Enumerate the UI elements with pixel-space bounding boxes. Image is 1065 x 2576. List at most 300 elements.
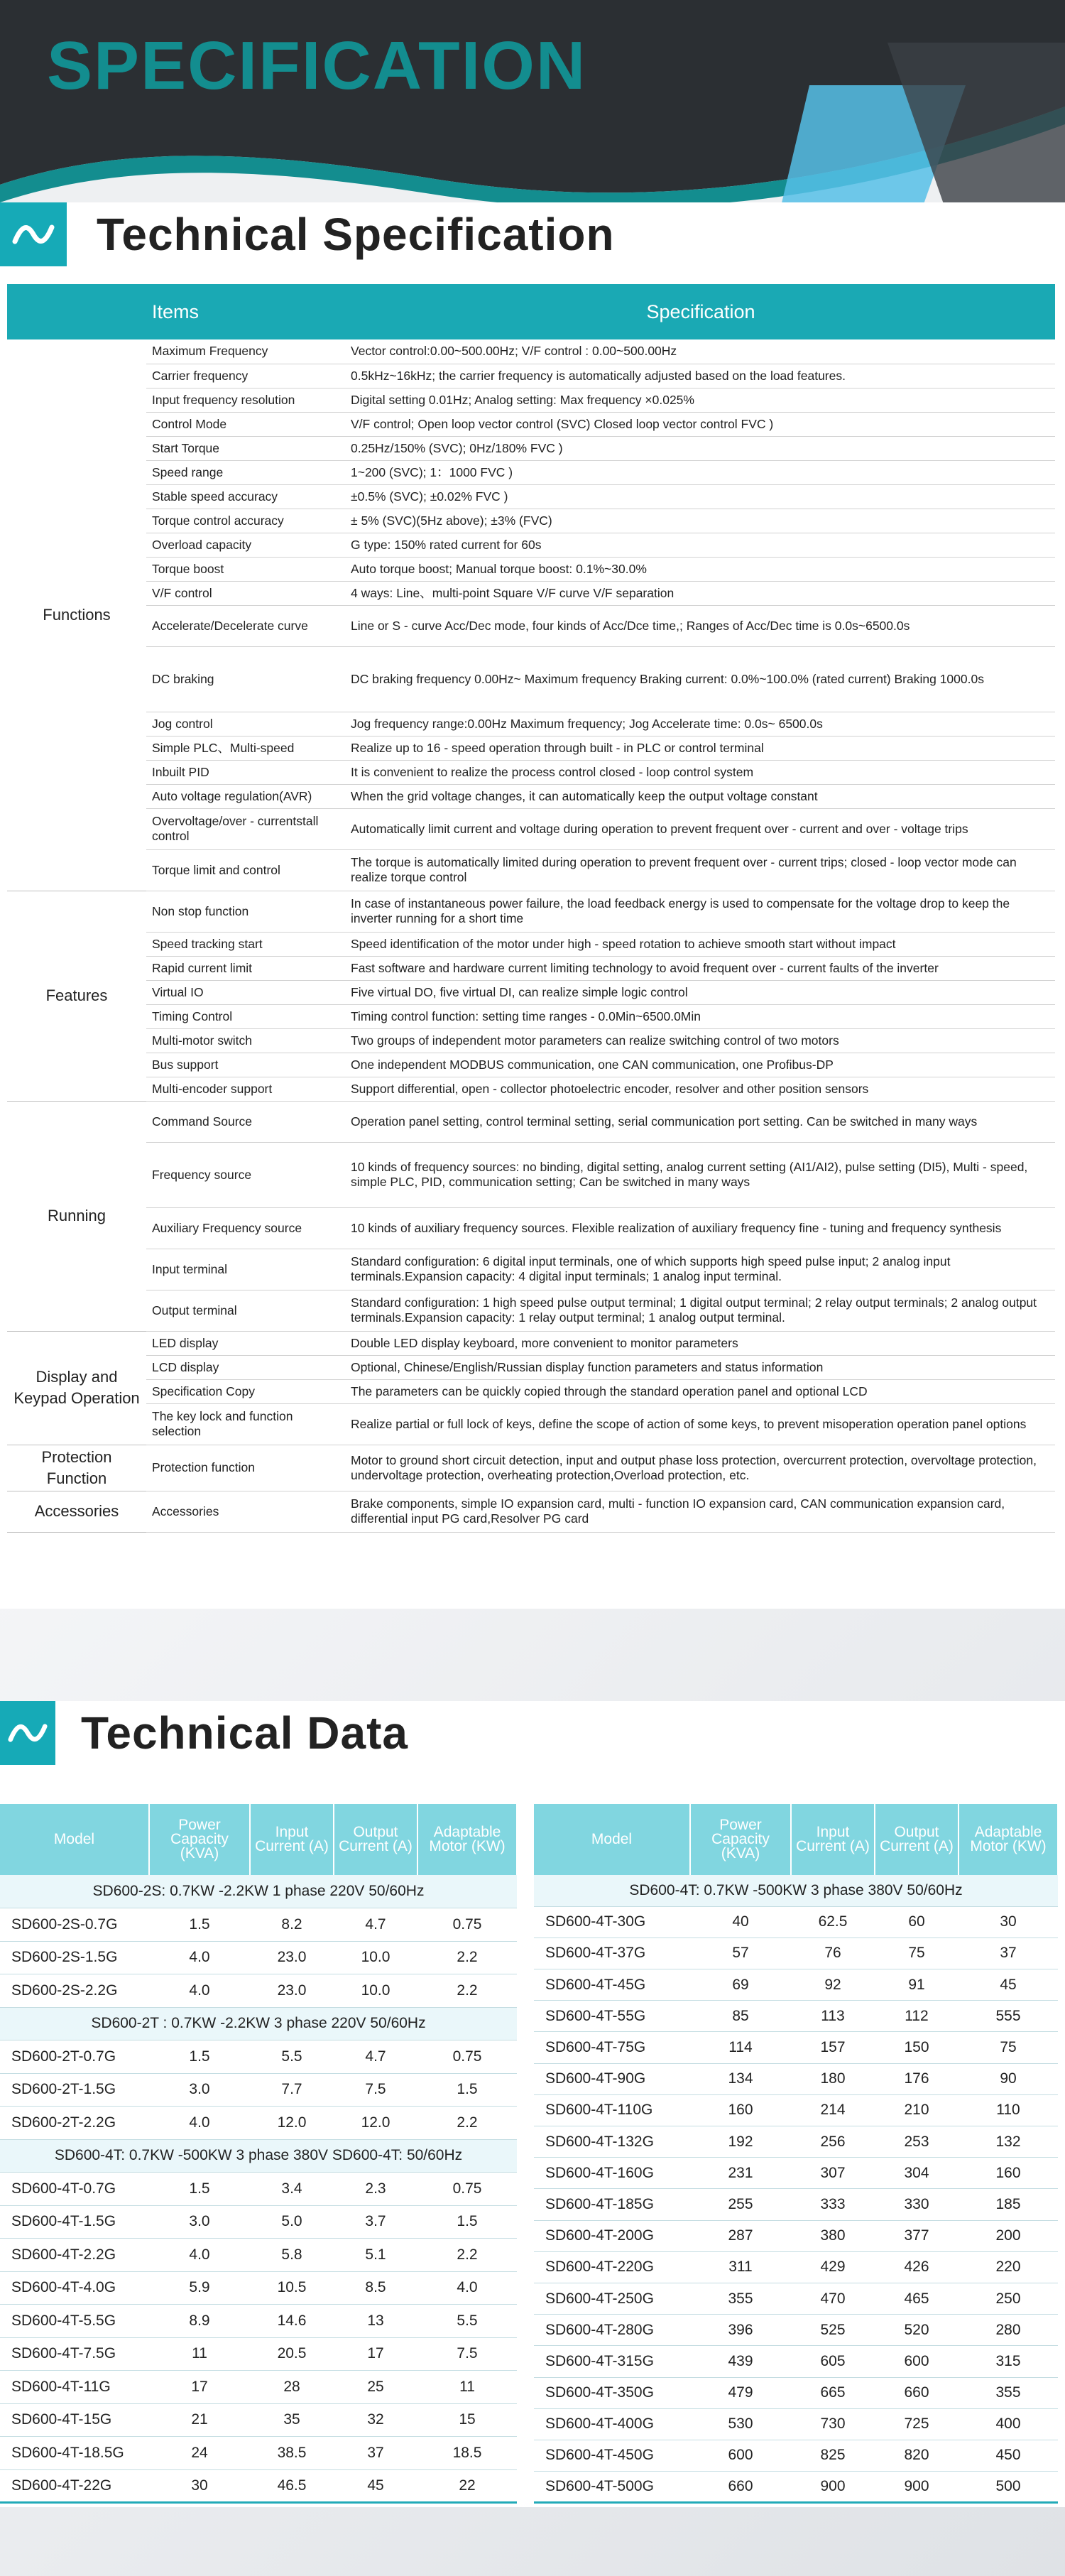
data-model-cell: SD600-4T-15G	[0, 2403, 149, 2437]
data-value-cell: 37	[958, 1938, 1058, 1969]
spec-item: Auto voltage regulation(AVR)	[146, 784, 346, 808]
data-value-cell: 4.0	[149, 1941, 250, 1974]
spec-value: 0.25Hz/150% (SVC); 0Hz/180% FVC )	[346, 436, 1055, 460]
data-model-cell: SD600-4T-4.0G	[0, 2271, 149, 2305]
data-value-cell: 10.0	[334, 1974, 417, 2008]
data-row	[534, 2189, 1058, 2220]
data-value-cell: 23.0	[250, 1974, 334, 2008]
data-model-cell: SD600-4T-185G	[534, 2189, 690, 2220]
spec-row	[7, 1004, 1055, 1028]
data-column-header: Input Current (A)	[791, 1804, 875, 1875]
data-value-cell: 396	[690, 2315, 791, 2346]
data-model-cell: SD600-4T-18.5G	[0, 2437, 149, 2470]
spec-value: ±0.5% (SVC); ±0.02% FVC )	[346, 484, 1055, 509]
spec-value: In case of instantaneous power failure, the load feedback energy is used to compensate for the voltage drop to keep the inverter running for a short time	[346, 891, 1055, 932]
data-column-header: Model	[0, 1804, 149, 1875]
data-value-cell: 60	[875, 1906, 958, 1938]
spec-row	[7, 784, 1055, 808]
data-value-cell: 35	[250, 2403, 334, 2437]
data-value-cell: 10.5	[250, 2271, 334, 2305]
spec-value: 0.5kHz~16kHz; the carrier frequency is automatically adjusted based on the load features.	[346, 364, 1055, 388]
spec-item: Input frequency resolution	[146, 388, 346, 412]
data-value-cell: 8.2	[250, 1908, 334, 1942]
data-value-cell: 5.8	[250, 2239, 334, 2272]
data-value-cell: 18.5	[417, 2437, 517, 2470]
spec-value: Five virtual DO, five virtual DI, can realize simple logic control	[346, 980, 1055, 1004]
data-model-cell: SD600-4T-160G	[534, 2158, 690, 2189]
data-model-cell: SD600-4T-132G	[534, 2126, 690, 2158]
data-model-cell: SD600-4T-110G	[534, 2094, 690, 2126]
data-value-cell: 214	[791, 2094, 875, 2126]
data-row	[0, 2371, 517, 2404]
spec-value: Jog frequency range:0.00Hz Maximum frequency; Jog Accelerate time: 0.0s~ 6500.0s	[346, 712, 1055, 736]
data-value-cell: 665	[791, 2377, 875, 2408]
data-value-cell: 185	[958, 2189, 1058, 2220]
data-model-cell: SD600-4T-90G	[534, 2063, 690, 2094]
data-value-cell: 4.0	[149, 1974, 250, 2008]
spec-row	[7, 1491, 1055, 1532]
data-value-cell: 255	[690, 2189, 791, 2220]
data-model-cell: SD600-4T-280G	[534, 2315, 690, 2346]
spec-item: Torque control accuracy	[146, 509, 346, 533]
data-column-header: Input Current (A)	[250, 1804, 334, 1875]
data-value-cell: 112	[875, 2001, 958, 2032]
header-banner	[0, 0, 1065, 213]
data-value-cell: 5.9	[149, 2271, 250, 2305]
data-model-cell: SD600-4T-400G	[534, 2408, 690, 2440]
data-value-cell: 160	[958, 2158, 1058, 2189]
data-row	[0, 2073, 517, 2107]
data-value-cell: 1.5	[149, 2173, 250, 2206]
data-value-cell: 157	[791, 2032, 875, 2063]
spec-item: Input terminal	[146, 1249, 346, 1290]
data-value-cell: 23.0	[250, 1941, 334, 1974]
data-model-cell: SD600-4T-5.5G	[0, 2305, 149, 2338]
spec-item: Accelerate/Decelerate curve	[146, 605, 346, 646]
data-value-cell: 820	[875, 2440, 958, 2471]
spec-value: Two groups of independent motor parameters can realize switching control of two motors	[346, 1028, 1055, 1053]
data-row	[534, 2126, 1058, 2158]
data-row	[534, 2472, 1058, 2503]
data-group-row	[0, 2007, 517, 2040]
spec-value: G type: 150% rated current for 60s	[346, 533, 1055, 557]
data-value-cell: 180	[791, 2063, 875, 2094]
data-model-cell: SD600-2T-0.7G	[0, 2040, 149, 2074]
spec-group-label: Accessories	[7, 1491, 146, 1532]
data-model-cell: SD600-4T-11G	[0, 2371, 149, 2404]
spec-row	[7, 388, 1055, 412]
data-row	[534, 2283, 1058, 2314]
data-value-cell: 605	[791, 2346, 875, 2377]
spec-value: Brake components, simple IO expansion card, multi - function IO expansion card, CAN communication expansion card, differential input PG card,Resolver PG card	[346, 1491, 1055, 1532]
data-model-cell: SD600-4T-220G	[534, 2251, 690, 2283]
spec-item: Overload capacity	[146, 533, 346, 557]
data-value-cell: 600	[875, 2346, 958, 2377]
spec-item: Output terminal	[146, 1290, 346, 1331]
data-value-cell: 600	[690, 2440, 791, 2471]
spec-value: Digital setting 0.01Hz; Analog setting: Max frequency ×0.025%	[346, 388, 1055, 412]
data-value-cell: 38.5	[250, 2437, 334, 2470]
spec-row	[7, 533, 1055, 557]
banner-title: SPECIFICATION	[47, 28, 587, 104]
data-value-cell: 429	[791, 2251, 875, 2283]
data-value-cell: 520	[875, 2315, 958, 2346]
data-model-cell: SD600-4T-22G	[0, 2469, 149, 2503]
data-value-cell: 45	[334, 2469, 417, 2503]
data-row	[0, 2205, 517, 2239]
spec-item: Virtual IO	[146, 980, 346, 1004]
spec-item: The key lock and function selection	[146, 1403, 346, 1445]
data-value-cell: 465	[875, 2283, 958, 2314]
data-value-cell: 333	[791, 2189, 875, 2220]
data-model-cell: SD600-4T-7.5G	[0, 2337, 149, 2371]
data-model-cell: SD600-4T-2.2G	[0, 2239, 149, 2272]
data-value-cell: 479	[690, 2377, 791, 2408]
data-column-header: Model	[534, 1804, 690, 1875]
data-model-cell: SD600-2S-1.5G	[0, 1941, 149, 1974]
data-title: Technical Data	[81, 1707, 408, 1759]
data-group-row	[0, 1875, 517, 1908]
data-row	[534, 2251, 1058, 2283]
data-model-cell: SD600-4T-1.5G	[0, 2205, 149, 2239]
spec-row	[7, 557, 1055, 581]
spec-value: Realize partial or full lock of keys, define the scope of action of some keys, to prevent misoperation operation panel options	[346, 1403, 1055, 1445]
data-row	[0, 2239, 517, 2272]
spec-row	[7, 339, 1055, 364]
data-value-cell: 307	[791, 2158, 875, 2189]
data-value-cell: 14.6	[250, 2305, 334, 2338]
data-table-right	[534, 1804, 1059, 2504]
data-value-cell: 355	[958, 2377, 1058, 2408]
spec-value: Vector control:0.00~500.00Hz; V/F control : 0.00~500.00Hz	[346, 339, 1055, 364]
spec-row	[7, 980, 1055, 1004]
data-row	[534, 2377, 1058, 2408]
data-row	[534, 2440, 1058, 2471]
data-value-cell: 25	[334, 2371, 417, 2404]
data-value-cell: 150	[875, 2032, 958, 2063]
spec-item: Bus support	[146, 1053, 346, 1077]
data-row	[534, 2063, 1058, 2094]
data-value-cell: 3.4	[250, 2173, 334, 2206]
spec-header-spec: Specification	[346, 284, 1055, 339]
data-value-cell: 330	[875, 2189, 958, 2220]
spec-row	[7, 484, 1055, 509]
spec-value: Fast software and hardware current limiting technology to avoid frequent over - current faults of the inverter	[346, 956, 1055, 980]
spec-value: V/F control; Open loop vector control (SVC) Closed loop vector control FVC )	[346, 412, 1055, 436]
data-row	[0, 2271, 517, 2305]
data-value-cell: 2.2	[417, 2239, 517, 2272]
data-value-cell: 253	[875, 2126, 958, 2158]
spec-value: Speed identification of the motor under high - speed rotation to achieve smooth start without impact	[346, 932, 1055, 956]
data-column-header: Output Current (A)	[875, 1804, 958, 1875]
data-value-cell: 377	[875, 2220, 958, 2251]
data-value-cell: 0.75	[417, 2173, 517, 2206]
spec-row	[7, 1249, 1055, 1290]
data-value-cell: 315	[958, 2346, 1058, 2377]
data-value-cell: 525	[791, 2315, 875, 2346]
spec-item: Specification Copy	[146, 1379, 346, 1403]
data-row	[534, 2346, 1058, 2377]
data-value-cell: 500	[958, 2472, 1058, 2503]
data-value-cell: 113	[791, 2001, 875, 2032]
data-value-cell: 11	[149, 2337, 250, 2371]
data-value-cell: 17	[334, 2337, 417, 2371]
data-model-cell: SD600-2T-1.5G	[0, 2073, 149, 2107]
spec-item: DC braking	[146, 646, 346, 712]
data-value-cell: 57	[690, 1938, 791, 1969]
data-value-cell: 450	[958, 2440, 1058, 2471]
spec-group-label: Functions	[7, 339, 146, 891]
data-row	[0, 2437, 517, 2470]
data-value-cell: 17	[149, 2371, 250, 2404]
spec-item: LCD display	[146, 1355, 346, 1379]
spec-value: Operation panel setting, control terminal setting, serial communication port setting. Can be switched in many ways	[346, 1101, 1055, 1142]
spec-row	[7, 849, 1055, 891]
data-value-cell: 3.7	[334, 2205, 417, 2239]
spec-group-label: Display and Keypad Operation	[7, 1331, 146, 1445]
data-value-cell: 76	[791, 1938, 875, 1969]
data-value-cell: 250	[958, 2283, 1058, 2314]
data-value-cell: 160	[690, 2094, 791, 2126]
data-value-cell: 2.2	[417, 1941, 517, 1974]
data-model-cell: SD600-4T-30G	[534, 1906, 690, 1938]
spec-row	[7, 1028, 1055, 1053]
wave-logo-icon	[0, 1701, 55, 1765]
data-value-cell: 660	[690, 2472, 791, 2503]
spec-item: Control Mode	[146, 412, 346, 436]
data-row	[534, 2001, 1058, 2032]
data-model-cell: SD600-2S-0.7G	[0, 1908, 149, 1942]
data-value-cell: 287	[690, 2220, 791, 2251]
data-column-header: Power Capacity (KVA)	[149, 1804, 250, 1875]
data-row	[534, 2158, 1058, 2189]
data-value-cell: 660	[875, 2377, 958, 2408]
data-row	[0, 1974, 517, 2008]
data-value-cell: 4.0	[149, 2107, 250, 2140]
data-value-cell: 426	[875, 2251, 958, 2283]
data-model-cell: SD600-4T-200G	[534, 2220, 690, 2251]
data-row	[534, 2220, 1058, 2251]
data-value-cell: 4.0	[149, 2239, 250, 2272]
spec-item: Accessories	[146, 1491, 346, 1532]
data-model-cell: SD600-4T-500G	[534, 2472, 690, 2503]
data-value-cell: 114	[690, 2032, 791, 2063]
spec-row	[7, 1379, 1055, 1403]
spec-row	[7, 1142, 1055, 1207]
spec-row	[7, 808, 1055, 849]
data-value-cell: 200	[958, 2220, 1058, 2251]
spec-item: Torque limit and control	[146, 849, 346, 891]
data-value-cell: 725	[875, 2408, 958, 2440]
data-value-cell: 900	[791, 2472, 875, 2503]
spec-value: 10 kinds of frequency sources: no binding, digital setting, analog current setting (AI1/AI2), pulse setting (DI5), Multi - speed, simple PLC, PID, communication setting; Can be switched in many ways	[346, 1142, 1055, 1207]
spec-row	[7, 509, 1055, 533]
data-value-cell: 4.7	[334, 1908, 417, 1942]
data-value-cell: 21	[149, 2403, 250, 2437]
data-value-cell: 192	[690, 2126, 791, 2158]
data-value-cell: 13	[334, 2305, 417, 2338]
data-value-cell: 1.5	[417, 2073, 517, 2107]
spec-item: Carrier frequency	[146, 364, 346, 388]
data-model-cell: SD600-4T-45G	[534, 1969, 690, 2001]
data-value-cell: 0.75	[417, 1908, 517, 1942]
data-value-cell: 4.0	[417, 2271, 517, 2305]
data-row	[0, 2469, 517, 2503]
spec-value: ± 5% (SVC)(5Hz above); ±3% (FVC)	[346, 509, 1055, 533]
spec-item: Frequency source	[146, 1142, 346, 1207]
spec-value: Double LED display keyboard, more convenient to monitor parameters	[346, 1331, 1055, 1355]
data-value-cell: 3.0	[149, 2073, 250, 2107]
data-group-label: SD600-4T: 0.7KW -500KW 3 phase 380V SD600-4T: 50/60Hz	[0, 2139, 517, 2173]
data-model-cell: SD600-4T-450G	[534, 2440, 690, 2471]
data-value-cell: 30	[958, 1906, 1058, 1938]
data-column-header: Power Capacity (KVA)	[690, 1804, 791, 1875]
data-header-row	[534, 1804, 1058, 1875]
data-row	[0, 2305, 517, 2338]
data-value-cell: 355	[690, 2283, 791, 2314]
data-row	[0, 2040, 517, 2074]
spec-row	[7, 1053, 1055, 1077]
spec-row	[7, 412, 1055, 436]
data-value-cell: 555	[958, 2001, 1058, 2032]
data-group-label: SD600-2T : 0.7KW -2.2KW 3 phase 220V 50/60Hz	[0, 2007, 517, 2040]
data-value-cell: 37	[334, 2437, 417, 2470]
data-value-cell: 132	[958, 2126, 1058, 2158]
spec-item: Rapid current limit	[146, 956, 346, 980]
spec-value: Auto torque boost; Manual torque boost: 0.1%~30.0%	[346, 557, 1055, 581]
data-value-cell: 15	[417, 2403, 517, 2437]
data-header-row	[0, 1804, 517, 1875]
data-value-cell: 2.2	[417, 1974, 517, 2008]
data-group-label: SD600-2S: 0.7KW -2.2KW 1 phase 220V 50/60Hz	[0, 1875, 517, 1908]
spec-group-label: Protection Function	[7, 1445, 146, 1491]
data-value-cell: 210	[875, 2094, 958, 2126]
spec-item: LED display	[146, 1331, 346, 1355]
spec-item: Auxiliary Frequency source	[146, 1207, 346, 1249]
data-value-cell: 12.0	[334, 2107, 417, 2140]
spec-item: Speed range	[146, 460, 346, 484]
data-value-cell: 75	[958, 2032, 1058, 2063]
spec-value: DC braking frequency 0.00Hz~ Maximum frequency Braking current: 0.0%~100.0% (rated current) Braking 1000.0s	[346, 646, 1055, 712]
data-column-header: Adaptable Motor (KW)	[958, 1804, 1058, 1875]
spec-table	[7, 284, 1055, 1533]
data-model-cell: SD600-4T-37G	[534, 1938, 690, 1969]
data-row	[0, 1941, 517, 1974]
spec-row	[7, 956, 1055, 980]
data-row	[0, 1908, 517, 1942]
spec-item: Speed tracking start	[146, 932, 346, 956]
spec-item: Maximum Frequency	[146, 339, 346, 364]
wave-logo-icon	[0, 202, 67, 266]
spec-row	[7, 1445, 1055, 1491]
data-value-cell: 380	[791, 2220, 875, 2251]
data-value-cell: 900	[875, 2472, 958, 2503]
spec-row	[7, 436, 1055, 460]
spec-value: Optional, Chinese/English/Russian display function parameters and status information	[346, 1355, 1055, 1379]
data-value-cell: 176	[875, 2063, 958, 2094]
spec-row	[7, 1207, 1055, 1249]
spec-group-label: Features	[7, 891, 146, 1101]
data-column-header: Adaptable Motor (KW)	[417, 1804, 517, 1875]
spec-item: Protection function	[146, 1445, 346, 1491]
data-value-cell: 730	[791, 2408, 875, 2440]
data-row	[534, 1938, 1058, 1969]
spec-row	[7, 1331, 1055, 1355]
data-value-cell: 304	[875, 2158, 958, 2189]
data-value-cell: 69	[690, 1969, 791, 2001]
spec-item: Command Source	[146, 1101, 346, 1142]
data-row	[534, 2408, 1058, 2440]
spec-value: Realize up to 16 - speed operation through built - in PLC or control terminal	[346, 736, 1055, 760]
data-value-cell: 7.5	[334, 2073, 417, 2107]
data-model-cell: SD600-4T-250G	[534, 2283, 690, 2314]
spec-row	[7, 1101, 1055, 1142]
spec-row	[7, 460, 1055, 484]
spec-row	[7, 736, 1055, 760]
data-value-cell: 4.7	[334, 2040, 417, 2074]
spec-row	[7, 605, 1055, 646]
spec-value: Motor to ground short circuit detection, input and output phase loss protection, overcurrent protection, overvoltage protection, undervoltage protection, overheating protection,Overload protection, etc.	[346, 1445, 1055, 1491]
spec-value: Timing control function: setting time ranges - 0.0Min~6500.0Min	[346, 1004, 1055, 1028]
data-value-cell: 10.0	[334, 1941, 417, 1974]
spec-value: Support differential, open - collector photoelectric encoder, resolver and other position sensors	[346, 1077, 1055, 1101]
data-value-cell: 91	[875, 1969, 958, 2001]
data-value-cell: 2.3	[334, 2173, 417, 2206]
data-value-cell: 85	[690, 2001, 791, 2032]
spec-row	[7, 581, 1055, 605]
data-value-cell: 280	[958, 2315, 1058, 2346]
data-value-cell: 5.0	[250, 2205, 334, 2239]
data-value-cell: 2.2	[417, 2107, 517, 2140]
data-value-cell: 7.7	[250, 2073, 334, 2107]
spec-row	[7, 646, 1055, 712]
data-value-cell: 220	[958, 2251, 1058, 2283]
data-row	[0, 2403, 517, 2437]
spec-row	[7, 760, 1055, 784]
data-value-cell: 30	[149, 2469, 250, 2503]
data-model-cell: SD600-4T-350G	[534, 2377, 690, 2408]
data-model-cell: SD600-4T-315G	[534, 2346, 690, 2377]
spec-value: Standard configuration: 6 digital input terminals, one of which supports high speed pulse input; 2 analog input terminals.Expansion capacity: 4 digital input terminals; 1 analog input terminal.	[346, 1249, 1055, 1290]
spec-heading	[0, 202, 615, 266]
spec-item: Non stop function	[146, 891, 346, 932]
spec-item: V/F control	[146, 581, 346, 605]
spec-row	[7, 1077, 1055, 1101]
spec-item: Multi-motor switch	[146, 1028, 346, 1053]
spec-row	[7, 364, 1055, 388]
data-group-label: SD600-4T: 0.7KW -500KW 3 phase 380V 50/60Hz	[534, 1875, 1058, 1906]
data-value-cell: 825	[791, 2440, 875, 2471]
data-model-cell: SD600-2T-2.2G	[0, 2107, 149, 2140]
data-value-cell: 134	[690, 2063, 791, 2094]
spec-item: Multi-encoder support	[146, 1077, 346, 1101]
spec-value: Standard configuration: 1 high speed pulse output terminal; 1 digital output terminal; 2 relay output terminals; 2 analog output terminals.Expansion capacity: 1 relay output terminal; 1 analog output terminal.	[346, 1290, 1055, 1331]
spec-value: 10 kinds of auxiliary frequency sources. Flexible realization of auxiliary frequency fine - tuning and frequency synthesis	[346, 1207, 1055, 1249]
spec-row	[7, 932, 1055, 956]
spec-value: The parameters can be quickly copied through the standard operation panel and optional LCD	[346, 1379, 1055, 1403]
data-row	[534, 1906, 1058, 1938]
data-row	[534, 2032, 1058, 2063]
data-group-row	[534, 1875, 1058, 1906]
data-value-cell: 45	[958, 1969, 1058, 2001]
data-value-cell: 12.0	[250, 2107, 334, 2140]
data-model-cell: SD600-4T-0.7G	[0, 2173, 149, 2206]
data-value-cell: 439	[690, 2346, 791, 2377]
spec-value: Automatically limit current and voltage during operation to prevent frequent over - current and over - voltage trips	[346, 808, 1055, 849]
data-row	[0, 2107, 517, 2140]
data-value-cell: 0.75	[417, 2040, 517, 2074]
data-table-left	[0, 1804, 518, 2504]
